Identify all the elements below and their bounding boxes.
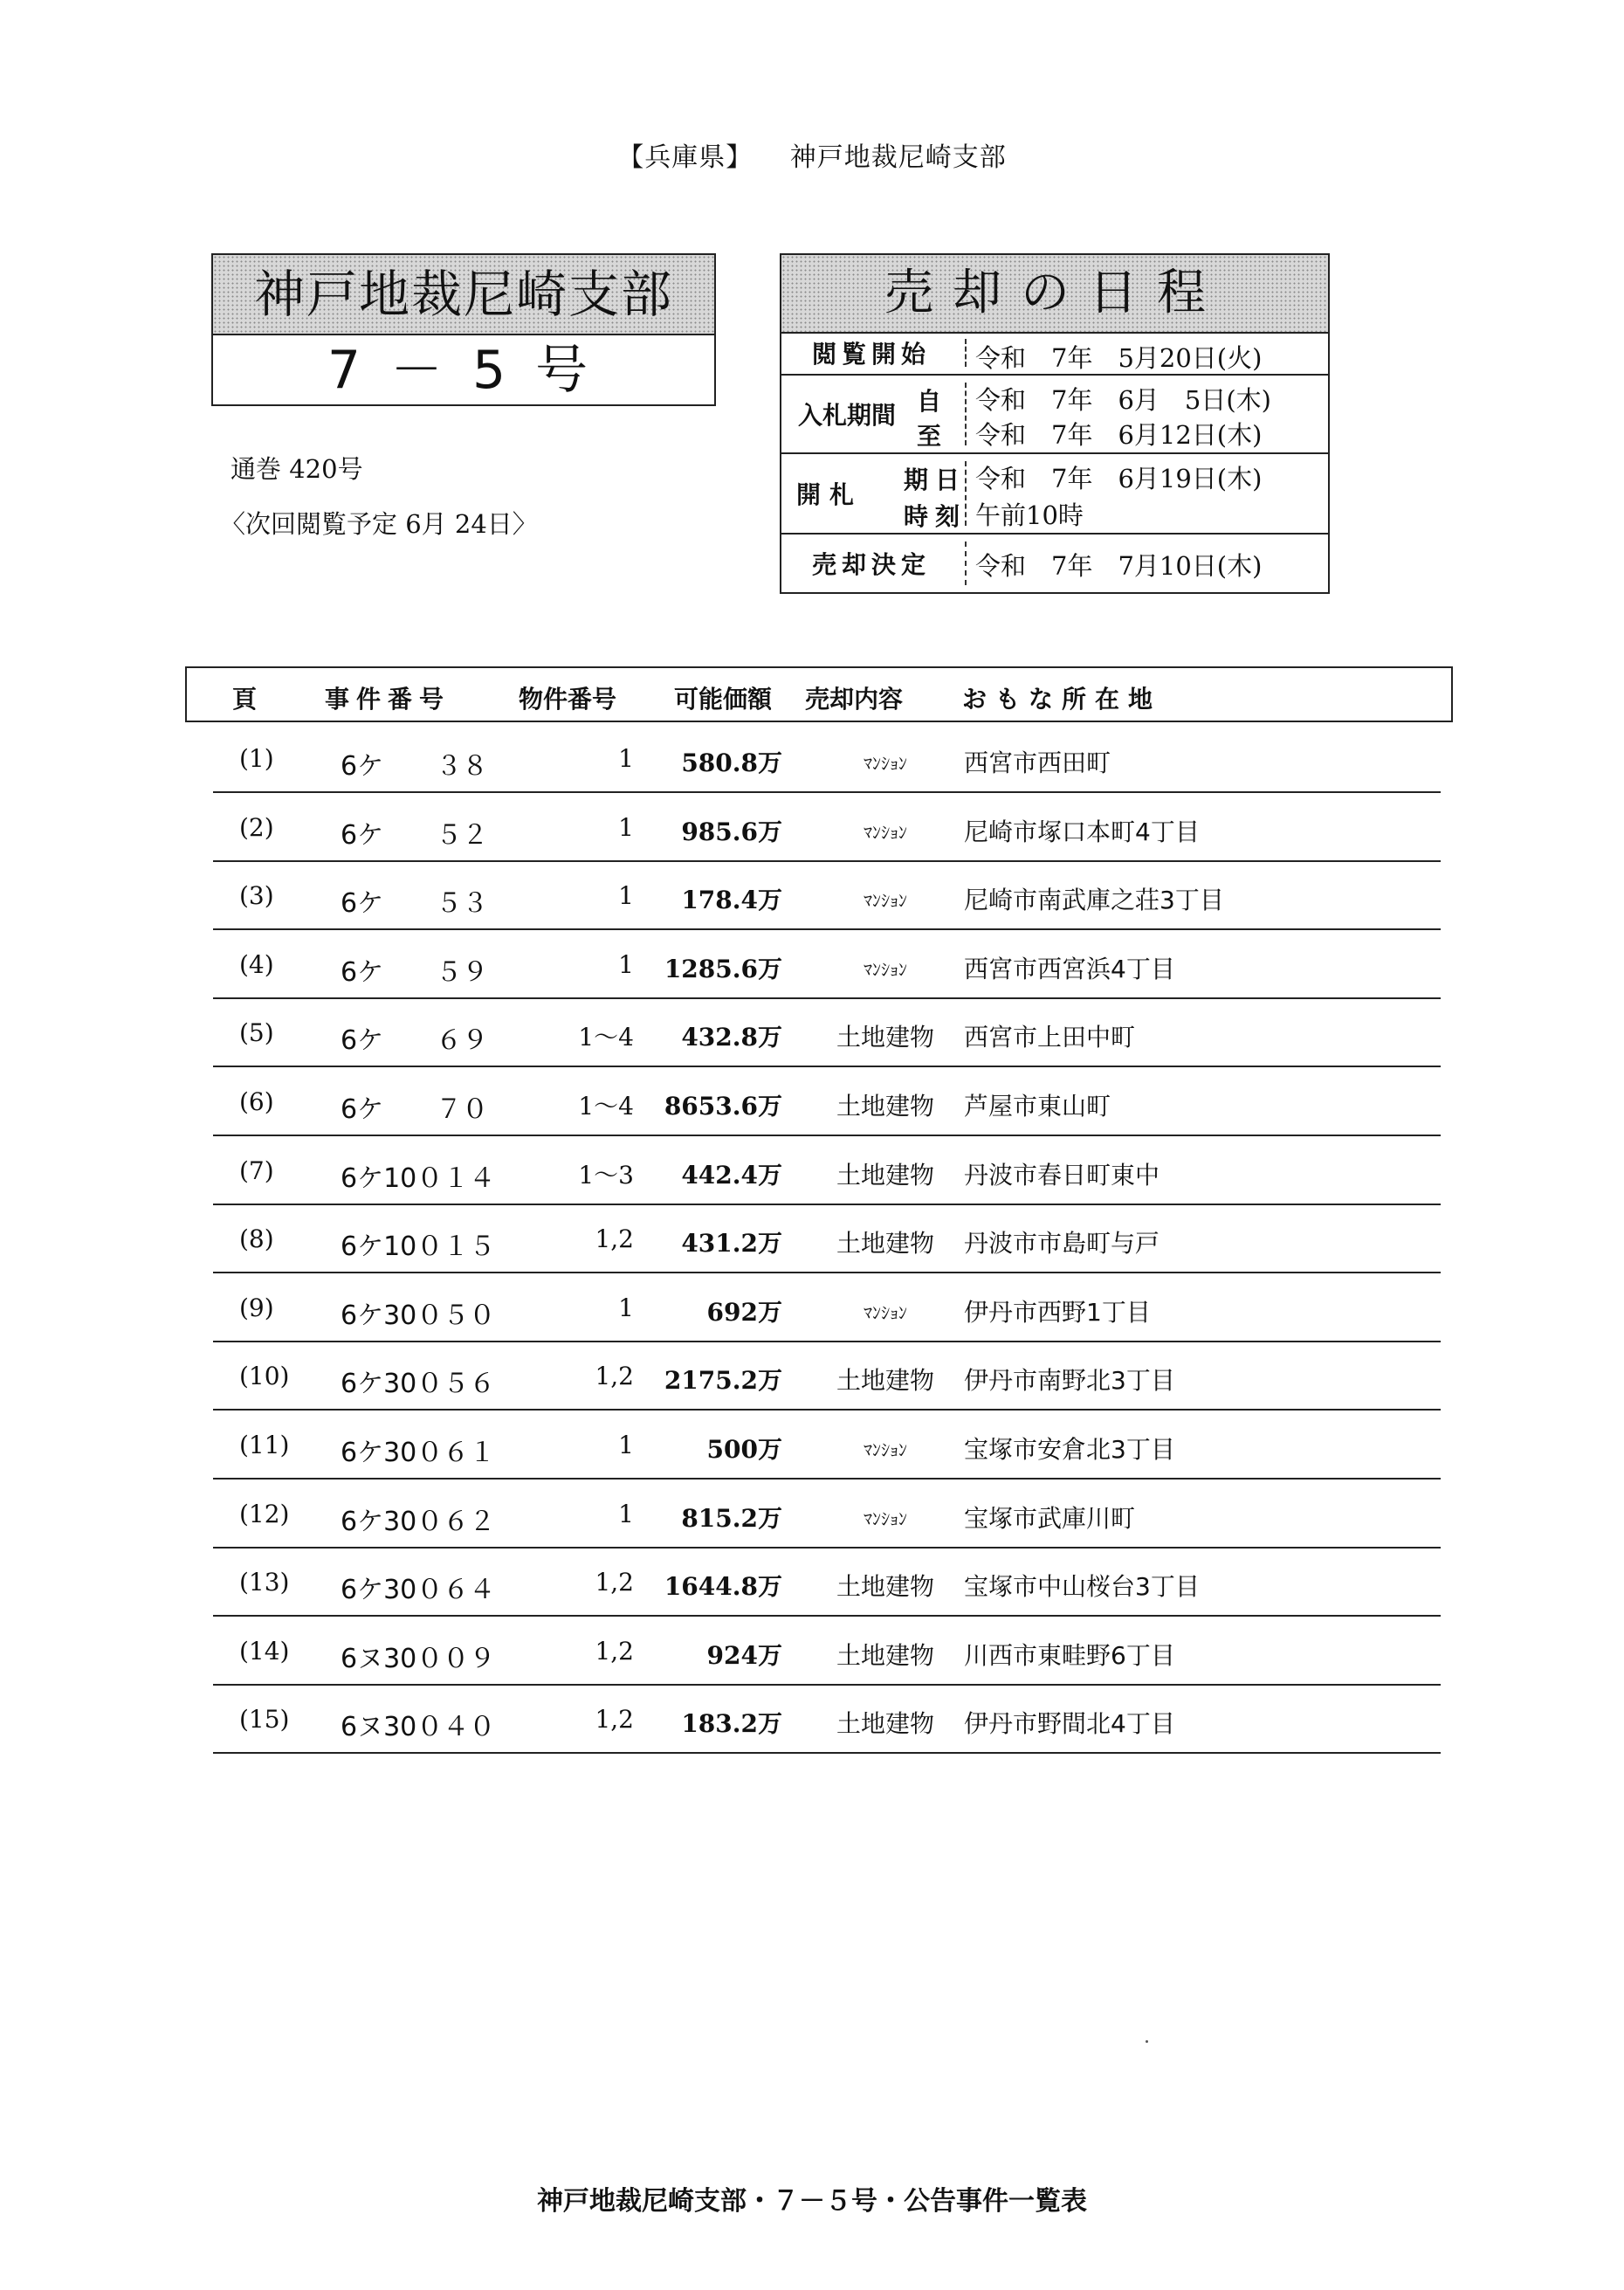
item-number-cell: 1 [618, 744, 634, 773]
sale-type-cell: ﾏﾝｼｮﾝ [864, 1301, 907, 1323]
header-page: 頁 [232, 685, 258, 714]
sale-schedule-box [780, 253, 1330, 594]
price-cell: 815.2万 [681, 1503, 782, 1533]
schedule-row-opening [781, 454, 1328, 535]
item-number-cell: 1～4 [578, 1023, 634, 1052]
location-cell: 宝塚市武庫川町 [964, 1503, 1136, 1533]
case-number-cell: 6ケ ６９ [341, 1025, 489, 1057]
sale-type-cell: 土地建物 [836, 1023, 934, 1052]
location-cell: 西宮市上田中町 [964, 1023, 1136, 1052]
bidding-to-date: 令和 7年 6月12日(木) [975, 420, 1263, 450]
page-cell: (9) [239, 1293, 274, 1322]
item-number-cell: 1 [618, 1431, 634, 1459]
table-row [213, 1137, 1441, 1205]
header-case-number: 事件番号 [325, 685, 451, 714]
viewing-start-date: 令和 7年 5月20日(火) [975, 343, 1263, 373]
volume-number: 通巻 420号 [231, 454, 363, 484]
item-number-cell: 1,2 [595, 1636, 634, 1666]
table-row [213, 1480, 1441, 1549]
court-issue-box [211, 253, 716, 406]
page-cell: (12) [239, 1499, 290, 1528]
page-cell: (15) [239, 1705, 290, 1735]
location-cell: 伊丹市西野1丁目 [964, 1297, 1151, 1327]
page-cell: (7) [239, 1155, 274, 1185]
dashed-divider [965, 383, 967, 445]
schedule-title: 売却の日程 [781, 255, 1328, 334]
header-min-price: 可能価額 [674, 685, 773, 714]
table-header [185, 666, 1453, 722]
court-label: 神戸地裁尼崎支部 [789, 142, 1007, 173]
location-cell: 尼崎市塚口本町4丁目 [964, 817, 1200, 846]
case-number-cell: 6ケ ３８ [341, 751, 489, 782]
item-number-cell: 1 [618, 949, 634, 979]
opening-time: 午前10時 [975, 500, 1084, 530]
opening-date: 令和 7年 6月19日(木) [975, 464, 1263, 493]
sale-type-cell: 土地建物 [836, 1092, 934, 1121]
table-row [213, 1411, 1441, 1480]
page-cell: (4) [239, 949, 274, 979]
page-footer: 神戸地裁尼崎支部・７－５号・公告事件一覧表 [537, 2186, 1087, 2217]
page-cell: (6) [239, 1087, 274, 1116]
item-number-cell: 1 [618, 881, 634, 911]
schedule-row-bidding [781, 376, 1328, 454]
sale-type-cell: 土地建物 [836, 1366, 934, 1396]
viewing-start-label: 閲覧開始 [811, 340, 931, 369]
prefecture-label: 【兵庫県】 [617, 142, 754, 173]
table-row [213, 1205, 1441, 1273]
speck [1146, 2040, 1148, 2043]
table-row [213, 1274, 1441, 1342]
sale-decision-label: 売却決定 [811, 550, 931, 579]
case-number-cell: 6ケ30０６２ [341, 1506, 496, 1537]
sale-type-cell: ﾏﾝｼｮﾝ [864, 753, 907, 774]
table-row [213, 1549, 1441, 1617]
item-number-cell: 1 [618, 1293, 634, 1322]
case-number-cell: 6ケ10０１４ [341, 1162, 496, 1194]
table-row [213, 725, 1441, 793]
item-number-cell: 1,2 [595, 1568, 634, 1597]
page-cell: (14) [239, 1636, 290, 1666]
price-cell: 692万 [706, 1297, 782, 1327]
location-cell: 丹波市春日町東中 [964, 1160, 1160, 1190]
bidding-period-label: 入札期間 [797, 401, 896, 430]
header-item-number: 物件番号 [519, 685, 617, 714]
price-cell: 500万 [706, 1435, 782, 1464]
item-number-cell: 1 [618, 812, 634, 842]
bidding-from-label: 自 [917, 387, 942, 416]
item-number-cell: 1,2 [595, 1362, 634, 1391]
case-number-cell: 6ケ30０６４ [341, 1575, 496, 1606]
sale-decision-date: 令和 7年 7月10日(木) [975, 551, 1263, 581]
case-number-cell: 6ヌ30０４０ [341, 1712, 496, 1743]
case-number-cell: 6ケ30０５０ [341, 1300, 496, 1331]
item-number-cell: 1,2 [595, 1224, 634, 1254]
bidding-from-date: 令和 7年 6月 5日(木) [975, 385, 1271, 415]
sale-type-cell: 土地建物 [836, 1160, 934, 1190]
page-cell: (13) [239, 1568, 290, 1597]
price-cell: 442.4万 [681, 1160, 782, 1190]
bidding-to-label: 至 [917, 422, 942, 451]
location-cell: 西宮市西田町 [964, 748, 1111, 777]
page-cell: (5) [239, 1018, 274, 1048]
location-cell: 宝塚市安倉北3丁目 [964, 1435, 1175, 1464]
location-cell: 伊丹市南野北3丁目 [964, 1366, 1175, 1396]
sale-type-cell: 土地建物 [836, 1640, 934, 1670]
header-sale-type: 売却内容 [805, 685, 904, 714]
table-row [213, 999, 1441, 1067]
next-viewing-note: 〈次回閲覧予定 6月 24日〉 [220, 509, 538, 539]
price-cell: 2175.2万 [664, 1366, 782, 1396]
item-number-cell: 1 [618, 1499, 634, 1528]
price-cell: 183.2万 [681, 1709, 782, 1739]
sale-type-cell: ﾏﾝｼｮﾝ [864, 1439, 907, 1460]
table-row [213, 931, 1441, 999]
item-number-cell: 1～3 [578, 1160, 634, 1190]
schedule-row-viewing [781, 332, 1328, 376]
price-cell: 580.8万 [681, 748, 782, 777]
sale-type-cell: 土地建物 [836, 1229, 934, 1259]
table-row [213, 1617, 1441, 1686]
table-row [213, 862, 1441, 930]
opening-date-label: 期日 [904, 466, 967, 494]
price-cell: 1644.8万 [664, 1572, 782, 1602]
page-cell: (3) [239, 881, 274, 911]
location-cell: 丹波市市島町与戸 [964, 1229, 1160, 1259]
price-cell: 985.6万 [681, 817, 782, 846]
table-row [213, 1342, 1441, 1411]
price-cell: 1285.6万 [664, 954, 782, 983]
location-cell: 芦屋市東山町 [964, 1092, 1111, 1121]
sale-type-cell: ﾏﾝｼｮﾝ [864, 958, 907, 980]
price-cell: 178.4万 [681, 886, 782, 915]
price-cell: 924万 [706, 1640, 782, 1670]
case-number-cell: 6ケ ５９ [341, 956, 489, 988]
case-number-cell: 6ケ30０６１ [341, 1438, 496, 1468]
page-header [0, 135, 1624, 174]
location-cell: 宝塚市中山桜台3丁目 [964, 1572, 1200, 1602]
sale-type-cell: 土地建物 [836, 1572, 934, 1602]
table-row [213, 1686, 1441, 1754]
location-cell: 西宮市西宮浜4丁目 [964, 954, 1175, 983]
location-cell: 伊丹市野間北4丁目 [964, 1709, 1175, 1739]
sale-type-cell: ﾏﾝｼｮﾝ [864, 821, 907, 843]
price-cell: 431.2万 [681, 1229, 782, 1259]
header-location: おもな所在地 [962, 685, 1162, 714]
case-number-cell: 6ケ ５２ [341, 819, 489, 851]
sale-type-cell: ﾏﾝｼｮﾝ [864, 890, 907, 912]
sale-type-cell: ﾏﾝｼｮﾝ [864, 1507, 907, 1529]
issue-number: 7－5号 [327, 340, 618, 401]
case-number-cell: 6ケ30０５６ [341, 1369, 496, 1400]
dashed-divider [965, 339, 967, 367]
schedule-row-decision [781, 535, 1328, 592]
page-cell: (8) [239, 1224, 274, 1254]
item-number-cell: 1～4 [578, 1092, 634, 1121]
dashed-divider [965, 541, 967, 585]
case-number-cell: 6ケ ５３ [341, 888, 489, 920]
case-number-cell: 6ケ10０１５ [341, 1231, 496, 1263]
page-cell: (10) [239, 1362, 290, 1391]
table-row [213, 794, 1441, 862]
case-number-cell: 6ケ ７０ [341, 1094, 489, 1125]
price-cell: 8653.6万 [664, 1092, 782, 1121]
page-cell: (2) [239, 812, 274, 842]
sale-type-cell: 土地建物 [836, 1709, 934, 1739]
location-cell: 尼崎市南武庫之荘3丁目 [964, 886, 1224, 915]
price-cell: 432.8万 [681, 1023, 782, 1052]
opening-label: 開札 [795, 480, 863, 509]
table-row [213, 1068, 1441, 1136]
dashed-divider [965, 461, 967, 526]
opening-time-label: 時刻 [904, 502, 967, 531]
case-number-cell: 6ヌ30００９ [341, 1643, 496, 1674]
page-cell: (11) [239, 1431, 290, 1459]
page-cell: (1) [239, 744, 274, 773]
item-number-cell: 1,2 [595, 1705, 634, 1735]
location-cell: 川西市東畦野6丁目 [964, 1640, 1175, 1670]
court-name: 神戸地裁尼崎支部 [213, 255, 714, 335]
